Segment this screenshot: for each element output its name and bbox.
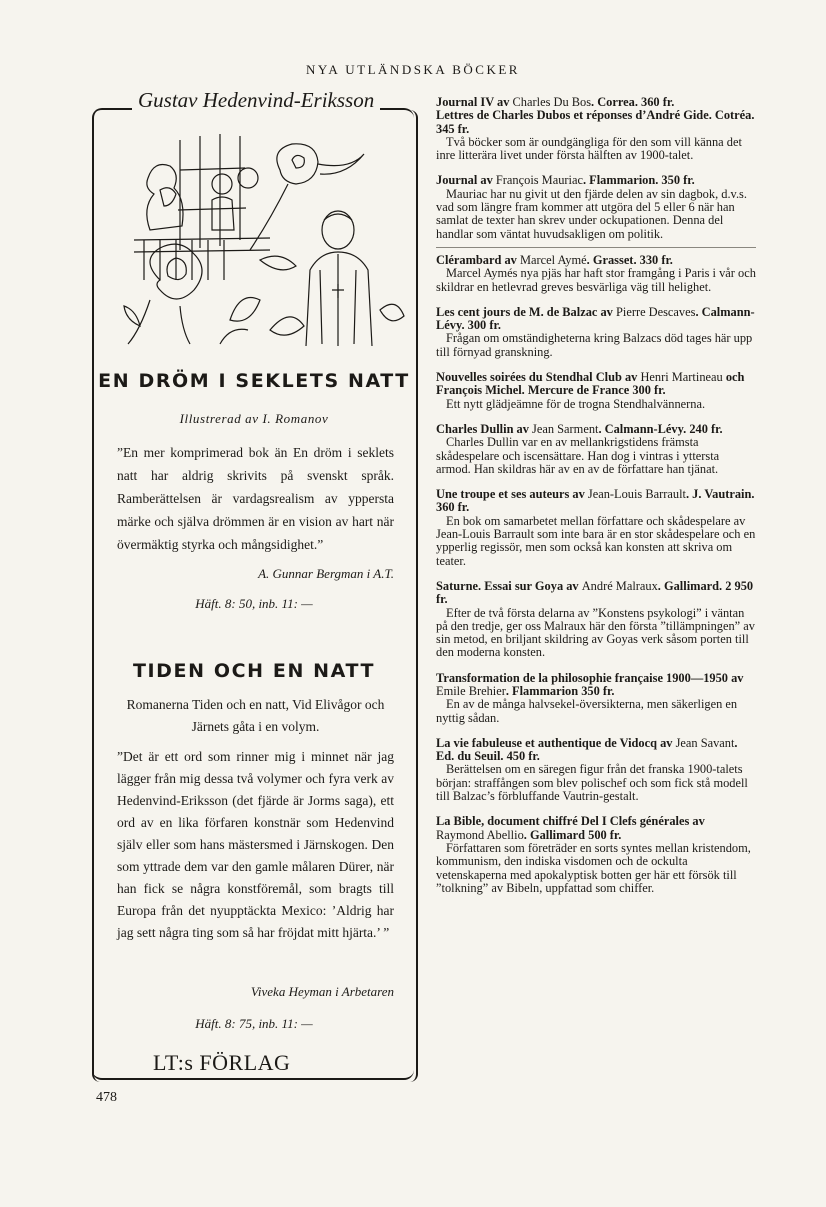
book-entry: Journal IV av Charles Du Bos. Correa. 360 fr. Lettres de Charles Dubos et réponses d’André Gide. Cotréa. 345 fr. Två böcker som är oundgängliga för den som vill känna det inre litterära livet under första hälften av 1900-talet. [436, 95, 755, 163]
divider [436, 247, 756, 248]
book-entry: Une troupe et ses auteurs av Jean-Louis Barrault. J. Vautrain. 360 fr. En bok om samarbetet mellan författare och skådespelare av Jean-Louis Barrault som inte bara är en stor skådespelare och en ypperlig regissör, men som också kan konsten att skriva om teater. [436, 487, 756, 568]
book-entry: Charles Dullin av Jean Sarment. Calmann-Lévy. 240 fr. Charles Dullin var en av mellankrigstidens främsta skådespelare och iscensättare. Han dog i vintras i yttersta armod. Han skildras här av en av de författare han tjänat. [436, 421, 723, 476]
book-entry: Saturne. Essai sur Goya av André Malraux. Gallimard. 2 950 fr. Efter de två första delarna av ”Konstens psykologi” i väntan på den tredje, ger oss Malraux här den första ”tillämpningen” av sin metod, en briljant skildring av Goyas verk såsom porten till den moderna konsten. [436, 578, 755, 660]
ad-review-attribution-1: A. Gunnar Bergman i A.T. [258, 566, 394, 581]
ad-price-2: Häft. 8: 75, inb. 11: — [195, 1016, 313, 1031]
ad-review-quote-2: ”Det är ett ord som rinner mig i minnet när jag lägger från mig dessa två volymer och fyra verk av Hedenvind-Eriksson (det fjärde är Jorms saga), ett ord av en lika förfaren konstnär som Hedenvind själv eller som hans mästersmed i Järnskogen. Den som yttrade dem var den gamle målaren Dürer, när han fick se några konstföremål, som bragts till Europa från det nyupptäckta Mexico: ’Aldrig har jag sett några ting som så har fröjdat mitt hjärta.’ ” [117, 749, 394, 940]
ad-review-quote-1: ”En mer komprimerad bok än En dröm i seklets natt har aldrig skrivits på svenskt språk. Ramberättelsen är vardagsrealism av yppersta märke och själva drömmen är en vision av hart när övermäktig styrka och mångsidighet.” [117, 445, 394, 552]
ad-review-attribution-2: Viveka Heyman i Arbetaren [250, 984, 394, 999]
ad-book-title-1: EN DRÖM I SEKLETS NATT [98, 370, 410, 392]
ad-author-name: Gustav Hedenvind-Eriksson [132, 88, 380, 113]
book-entry: Journal av François Mauriac. Flammarion. 350 fr. Mauriac har nu givit ut den fjärde delen av sin dagbok, d.v.s. vad som längre fram kommer att utgöra del 5 eller 6 när han samlat de texter han skrev under ockupationen. Denna del handlar som väntat huvudsakligen om politik. [436, 173, 747, 241]
book-entry: La vie fabuleuse et authentique de Vidocq av Jean Savant. Ed. du Seuil. 450 fr. Berättelsen om en säregen figur från det franska 1900-talets början: straffången som blev polischef och som fick stå modell till Balzac’s förbluffande Vautrin-gestalt. [436, 735, 748, 804]
book-entry: Les cent jours de M. de Balzac av Pierre Descaves. Calmann-Lévy. 300 fr. Frågan om omständigheterna kring Balzacs död tages här upp till förnyad granskning. [436, 304, 755, 359]
book-entry: La Bible, document chiffré Del I Clefs générales av Raymond Abellio. Gallimard 500 fr. Författaren som företräder en sorts syntes mellan kristendom, kommunism, den indiska visdomen och de ockulta vetenskaperna med apokalyptisk botten ger här ett försök till ”tolkning” av Bibeln, uppfattad som chiffer. [436, 814, 751, 895]
ad-illustration [120, 130, 408, 348]
ad-illustrator-credit: Illustrerad av I. Romanov [179, 411, 329, 426]
ad-price-1: Häft. 8: 50, inb. 11: — [195, 596, 313, 611]
book-entry: Nouvelles soirées du Stendhal Club av Henri Martineau och François Michel. Mercure de France 300 fr. Ett nytt glädjeämne för de trogna Stendhalvännerna. [436, 370, 745, 411]
running-header: NYA UTLÄNDSKA BÖCKER [306, 62, 520, 77]
ad-book-description-2: Romanerna Tiden och en natt, Vid Elivågor och Järnets gåta i en volym. [126, 697, 385, 734]
book-entry: Transformation de la philosophie française 1900—1950 av Emile Brehier. Flammarion 350 fr. En av de många halvsekel-översikterna, men säkerligen en nyttig sådan. [436, 670, 744, 725]
book-notices-column [436, 96, 756, 907]
book-entry: Clérambard av Marcel Aymé. Grasset. 330 fr. Marcel Aymés nya pjäs har haft stor framgång i Paris i vår och skildrar en hetlevrad greves besvärliga väg till helighet. [436, 252, 756, 294]
publisher-advertisement [92, 88, 416, 1080]
ad-publisher-name: LT:s FÖRLAG [148, 1050, 295, 1076]
page-number: 478 [96, 1090, 117, 1105]
ad-book-title-2: TIDEN OCH EN NATT [132, 660, 376, 682]
